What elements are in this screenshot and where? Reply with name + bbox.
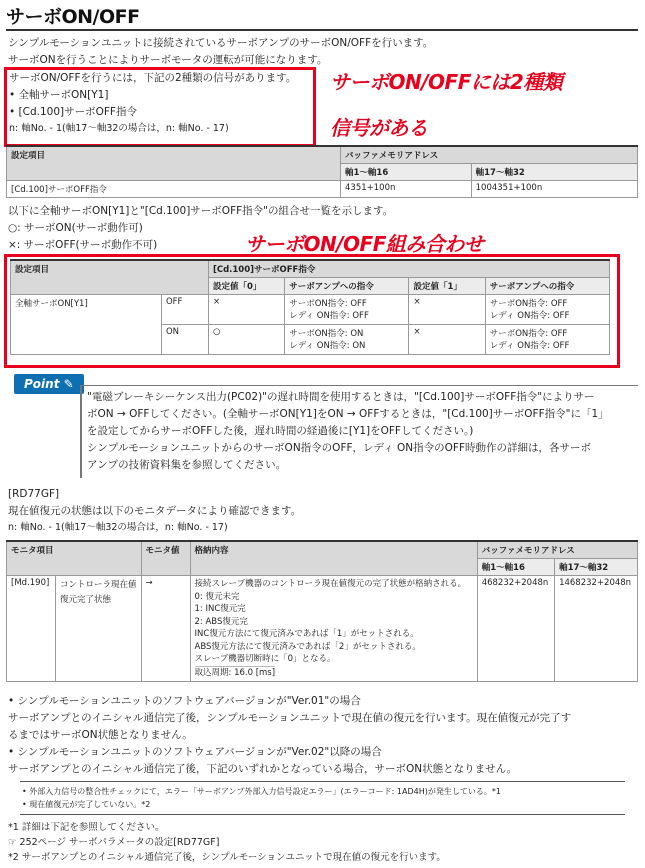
point-sidebar bbox=[80, 386, 82, 478]
t1-header-buffer: バッファメモリアドレス bbox=[341, 146, 638, 164]
t3-header-item: モニタ項目 bbox=[7, 541, 142, 576]
point-rule bbox=[80, 385, 638, 386]
bullet-ver02-desc: サーボアンプとのイニシャル通信完了後，下記のいずれかとなっている場合，サーボON状態となりません。 bbox=[8, 763, 518, 775]
intro-line-1: シンプルモーションユニットに接続されているサーボアンプのサーボON/OFFを行います。 bbox=[8, 37, 434, 49]
t2-state-off: OFF bbox=[161, 295, 208, 325]
t3-name bbox=[56, 576, 142, 682]
t3-axis1: 468232+2048n bbox=[477, 576, 554, 682]
t2-header-cd100: [Cd.100]サーボOFF指令 bbox=[208, 260, 609, 278]
t2-off-cmd1-b: レディ ON指令: OFF bbox=[489, 311, 570, 321]
t2-header-set1: 設定値「1」 bbox=[409, 278, 485, 295]
point-text-5: アンプの技術資料集を参照してください。 bbox=[87, 459, 287, 471]
page-title: サーボON/OFF bbox=[6, 6, 140, 28]
t3-name-1: コントローラ現在値 bbox=[60, 580, 137, 590]
t2-header-item: 設定項目 bbox=[11, 260, 209, 295]
t2-on-cmd0-a: サーボON指令: ON bbox=[289, 329, 364, 339]
t3-desc-5: INC復元方法にて復元済みであれば「1」がセットされる。 bbox=[194, 629, 419, 639]
sub-bullet-1: • 外部入力信号の整合性チェックにて，エラー「サーボアンプ外部入力信号設定エラー」(エラーコード: 1AD4H)が発生している。*1 bbox=[22, 787, 501, 796]
t1-cell-axis1: 4351+100n bbox=[341, 181, 472, 198]
callout-combination: サーボON/OFF組み合わせ bbox=[245, 232, 484, 256]
footnote-1: *1 詳細は下記を参照してください。 bbox=[8, 822, 165, 833]
t3-arrow: → bbox=[141, 576, 190, 682]
buffer-address-table bbox=[6, 145, 638, 198]
t3-header-axis1: 軸1～軸16 bbox=[477, 559, 554, 576]
t2-off-cmd0-a: サーボON指令: OFF bbox=[289, 299, 367, 309]
t3-header-desc: 格納内容 bbox=[190, 541, 477, 576]
point-text-2: ボON → OFFしてください。(全軸サーボON[Y1]をON → OFFするときは，"[Cd.100]サーボOFF指令"に「1」 bbox=[87, 408, 609, 420]
t2-on-cmd1-a: サーボON指令: OFF bbox=[489, 329, 568, 339]
t3-header-axis17: 軸17～軸32 bbox=[555, 559, 638, 576]
t2-off-cmd1-a: サーボON指令: OFF bbox=[489, 299, 568, 309]
t2-header-cmd1: サーボアンプへの指令 bbox=[485, 278, 609, 295]
t3-desc-2: 0: 復元未完 bbox=[194, 591, 240, 602]
point-text-4: シンプルモーションユニットからのサーボON指令のOFF，レディ ON指令のOFF時動作の詳細は，各サーボ bbox=[87, 442, 591, 454]
t2-header-cmd0: サーボアンプへの指令 bbox=[285, 278, 409, 295]
point-badge bbox=[14, 374, 84, 394]
t2-header-set0: 設定値「0」 bbox=[208, 278, 284, 295]
intro-line-2: サーボONを行うことによりサーボモータの運転が可能になります。 bbox=[8, 54, 328, 66]
legend-circle: ○: サーボON(サーボ動作可) bbox=[8, 222, 143, 234]
t3-name-2: 復元完了状態 bbox=[60, 595, 112, 605]
monitor-data-table bbox=[6, 540, 638, 682]
t3-desc bbox=[190, 576, 477, 682]
t3-code: [Md.190] bbox=[7, 576, 56, 682]
axis-note: n: 軸No. - 1(軸17～軸32の場合は，n: 軸No. - 17) bbox=[9, 123, 229, 134]
t2-on-cmd1-b: レディ ON指令: OFF bbox=[489, 341, 570, 351]
point-text-1: "電磁ブレーキシーケンス出力(PC02)"の遅れ時間を使用するときは，"[Cd.100]サーボOFF指令"によりサー bbox=[87, 391, 595, 403]
t2-on-cmd0 bbox=[285, 325, 409, 355]
combo-intro: 以下に全軸サーボON[Y1]と"[Cd.100]サーボOFF指令"の組合せ一覧を示します。 bbox=[8, 205, 394, 217]
t2-off-cmd0 bbox=[285, 295, 409, 325]
signals-heading: サーボON/OFFを行うには，下記の2種類の信号があります。 bbox=[9, 72, 297, 84]
t3-desc-7: スレーブ機器切断時に「0」となる。 bbox=[194, 654, 336, 664]
t2-off-cmd1 bbox=[485, 295, 609, 325]
t3-desc-8: 取込周期: 16.0 [ms] bbox=[194, 667, 276, 678]
t1-cell-axis17: 1004351+100n bbox=[471, 181, 637, 198]
t2-on-set0: ○ bbox=[208, 325, 284, 355]
t3-desc-6: ABS復元方法にて復元済みであれば「2」がセットされる。 bbox=[194, 641, 421, 652]
t2-on-cmd0-b: レディ ON指令: ON bbox=[289, 341, 366, 351]
t3-desc-1: 接続スレーブ機器のコントローラ現在値復元の完了状態が格納される。 bbox=[194, 579, 467, 589]
t2-state-on: ON bbox=[161, 325, 208, 355]
sub-rule-bottom bbox=[20, 814, 625, 815]
bullet-ver02: • シンプルモーションユニットのソフトウェアバージョンが"Ver.02"以降の場合 bbox=[8, 746, 382, 758]
t1-header-axis1: 軸1～軸16 bbox=[341, 164, 472, 181]
t2-off-cmd0-b: レディ ON指令: OFF bbox=[289, 311, 369, 321]
t3-desc-3: 1: INC復元完 bbox=[194, 604, 246, 614]
point-text-3: を設定してからサーボOFFした後，遅れ時間の経過後に[Y1]をOFFしてください。) bbox=[87, 425, 474, 437]
t2-row-label: 全軸サーボON[Y1] bbox=[11, 295, 162, 355]
t3-header-buffer: バッファメモリアドレス bbox=[477, 541, 637, 559]
rd77-desc: 現在値復元の状態は以下のモニタデータにより確認できます。 bbox=[8, 505, 302, 517]
t2-off-set1: × bbox=[409, 295, 485, 325]
t3-header-val: モニタ値 bbox=[141, 541, 190, 576]
rd77-heading: [RD77GF] bbox=[8, 488, 60, 500]
point-label: Point bbox=[24, 377, 60, 391]
t1-cell-item: [Cd.100]サーボOFF指令 bbox=[7, 181, 341, 198]
bullet-ver01: • シンプルモーションユニットのソフトウェアバージョンが"Ver.01"の場合 bbox=[8, 695, 361, 707]
bullet-ver01-desc-1: サーボアンプとのイニシャル通信完了後，シンプルモーションユニットで現在値の復元を行います。現在値復元が完了す bbox=[8, 712, 572, 724]
t2-off-set0: × bbox=[208, 295, 284, 325]
callout-two-signals-line1: サーボON/OFFには2種類 bbox=[330, 70, 563, 94]
combination-table bbox=[10, 259, 610, 355]
signal-item-cd100: • [Cd.100]サーボOFF指令 bbox=[9, 106, 137, 118]
t1-header-axis17: 軸17～軸32 bbox=[471, 164, 637, 181]
footnote-1-link[interactable]: ☞ 252ページ サーボパラメータの設定[RD77GF] bbox=[8, 837, 220, 848]
t2-on-cmd1 bbox=[485, 325, 609, 355]
sub-bullet-2: • 現在値復元が完了していない。*2 bbox=[22, 800, 151, 809]
callout-two-signals-line2: 信号がある bbox=[330, 116, 428, 140]
rd77-axis-note: n: 軸No. - 1(軸17～軸32の場合は，n: 軸No. - 17) bbox=[8, 522, 228, 533]
point-pen-icon: ✎ bbox=[63, 377, 74, 391]
t3-desc-4: 2: ABS復元完 bbox=[194, 616, 248, 627]
bullet-ver01-desc-2: るまではサーボON状態となりません。 bbox=[8, 729, 193, 741]
title-rule bbox=[6, 29, 638, 31]
t3-axis17: 1468232+2048n bbox=[555, 576, 638, 682]
sub-rule-top bbox=[20, 781, 625, 782]
t1-header-item: 設定項目 bbox=[7, 146, 341, 181]
signal-item-y1: • 全軸サーボON[Y1] bbox=[9, 89, 109, 101]
legend-cross: ×: サーボOFF(サーボ動作不可) bbox=[8, 239, 158, 251]
footnote-2: *2 サーボアンプとのイニシャル通信完了後，シンプルモーションユニットで現在値の復元を行います。 bbox=[8, 852, 446, 863]
t2-on-set1: × bbox=[409, 325, 485, 355]
